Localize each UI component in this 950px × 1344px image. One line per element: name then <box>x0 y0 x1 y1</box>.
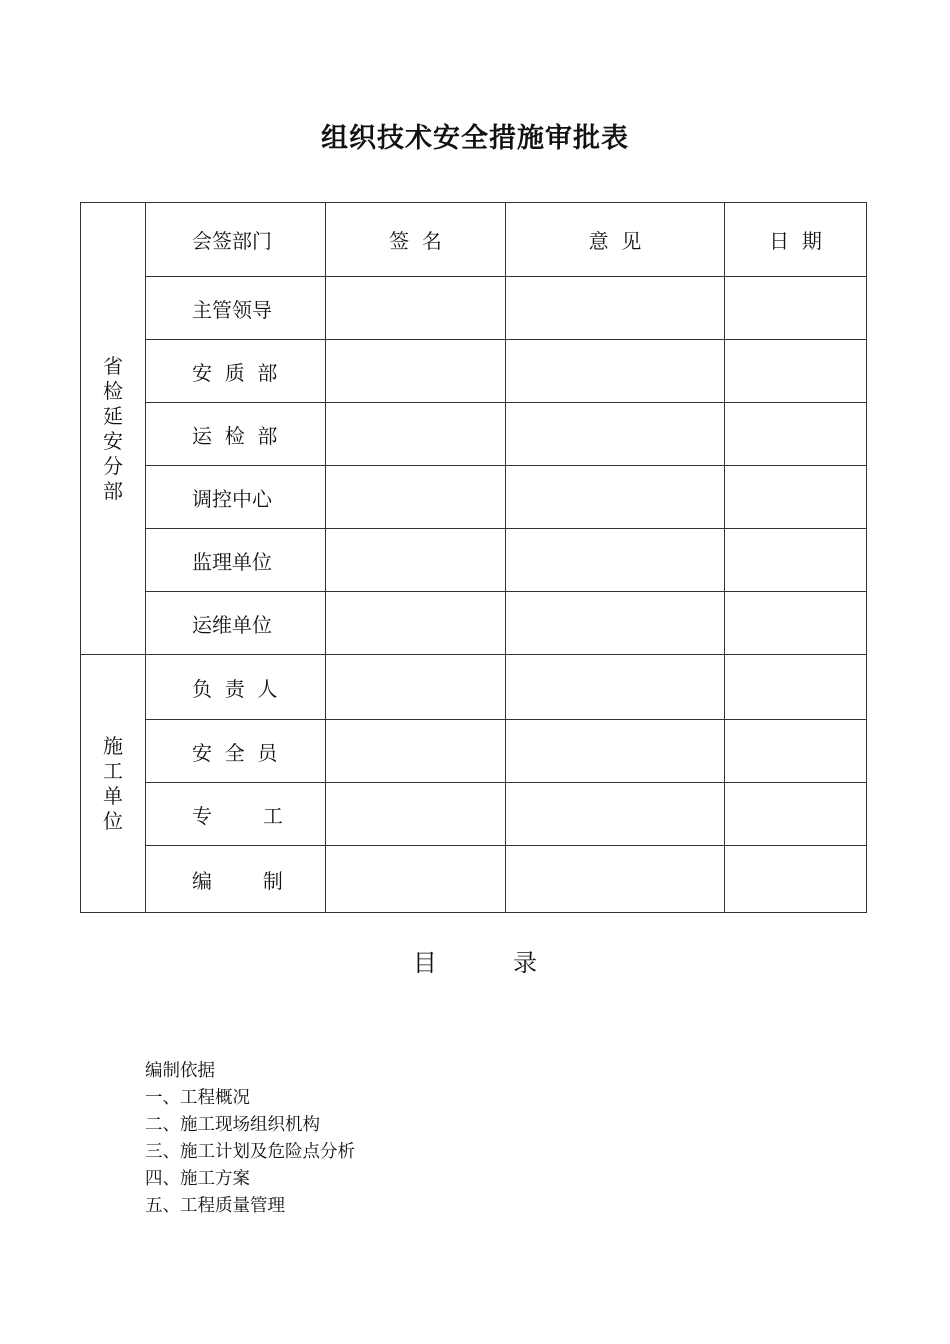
table-row <box>81 783 867 846</box>
opinion-cell[interactable] <box>506 783 725 846</box>
dept-cell: 监理单位 <box>146 529 326 592</box>
toc-item[interactable]: 三、施工计划及危险点分析 <box>145 1142 355 1162</box>
dept-cell: 调控中心 <box>146 466 326 529</box>
date-cell[interactable] <box>725 720 867 783</box>
date-cell[interactable] <box>725 277 867 340</box>
header-date: 日 期 <box>725 203 867 277</box>
dept-cell: 安 全 员 <box>146 720 326 783</box>
approval-table <box>80 202 867 913</box>
opinion-cell[interactable] <box>506 277 725 340</box>
opinion-cell[interactable] <box>506 340 725 403</box>
header-dept: 会签部门 <box>146 203 326 277</box>
sign-cell[interactable] <box>326 340 506 403</box>
dept-cell: 专 工 <box>146 783 326 846</box>
opinion-cell[interactable] <box>506 529 725 592</box>
opinion-cell[interactable] <box>506 846 725 913</box>
sign-cell[interactable] <box>326 720 506 783</box>
table-row <box>81 340 867 403</box>
table-row <box>81 720 867 783</box>
header-opinion: 意 见 <box>506 203 725 277</box>
toc-item[interactable]: 四、施工方案 <box>145 1169 250 1189</box>
table-row <box>81 592 867 655</box>
group-label-provincial: 省检延安分部 <box>103 353 123 503</box>
opinion-cell[interactable] <box>506 592 725 655</box>
toc-item[interactable]: 五、工程质量管理 <box>145 1196 285 1216</box>
toc-title: 目 录 <box>412 949 538 977</box>
dept-cell: 负 责 人 <box>146 655 326 720</box>
toc-item[interactable]: 编制依据 <box>145 1061 215 1081</box>
toc-item[interactable]: 二、施工现场组织机构 <box>145 1115 320 1135</box>
opinion-cell[interactable] <box>506 403 725 466</box>
table-row <box>81 655 867 720</box>
toc-list <box>145 1058 355 1220</box>
sign-cell[interactable] <box>326 655 506 720</box>
document-title: 组织技术安全措施审批表 <box>321 123 629 154</box>
table-row <box>81 403 867 466</box>
date-cell[interactable] <box>725 403 867 466</box>
sign-cell[interactable] <box>326 277 506 340</box>
table-row <box>81 277 867 340</box>
dept-cell: 编 制 <box>146 846 326 913</box>
dept-cell: 运 检 部 <box>146 403 326 466</box>
table-row <box>81 846 867 913</box>
opinion-cell[interactable] <box>506 655 725 720</box>
header-sign: 签 名 <box>326 203 506 277</box>
sign-cell[interactable] <box>326 466 506 529</box>
sign-cell[interactable] <box>326 592 506 655</box>
sign-cell[interactable] <box>326 783 506 846</box>
date-cell[interactable] <box>725 846 867 913</box>
table-row <box>81 529 867 592</box>
sign-cell[interactable] <box>326 846 506 913</box>
toc-item[interactable]: 一、工程概况 <box>145 1088 250 1108</box>
date-cell[interactable] <box>725 340 867 403</box>
opinion-cell[interactable] <box>506 720 725 783</box>
date-cell[interactable] <box>725 655 867 720</box>
dept-cell: 主管领导 <box>146 277 326 340</box>
date-cell[interactable] <box>725 592 867 655</box>
date-cell[interactable] <box>725 529 867 592</box>
date-cell[interactable] <box>725 783 867 846</box>
dept-cell: 运维单位 <box>146 592 326 655</box>
group-label-construction: 施工单位 <box>103 733 123 833</box>
sign-cell[interactable] <box>326 529 506 592</box>
sign-cell[interactable] <box>326 403 506 466</box>
opinion-cell[interactable] <box>506 466 725 529</box>
table-header-row <box>81 203 867 277</box>
dept-cell: 安 质 部 <box>146 340 326 403</box>
group-cell-construction <box>81 655 146 913</box>
date-cell[interactable] <box>725 466 867 529</box>
table-row <box>81 466 867 529</box>
group-header-blank <box>81 203 146 655</box>
